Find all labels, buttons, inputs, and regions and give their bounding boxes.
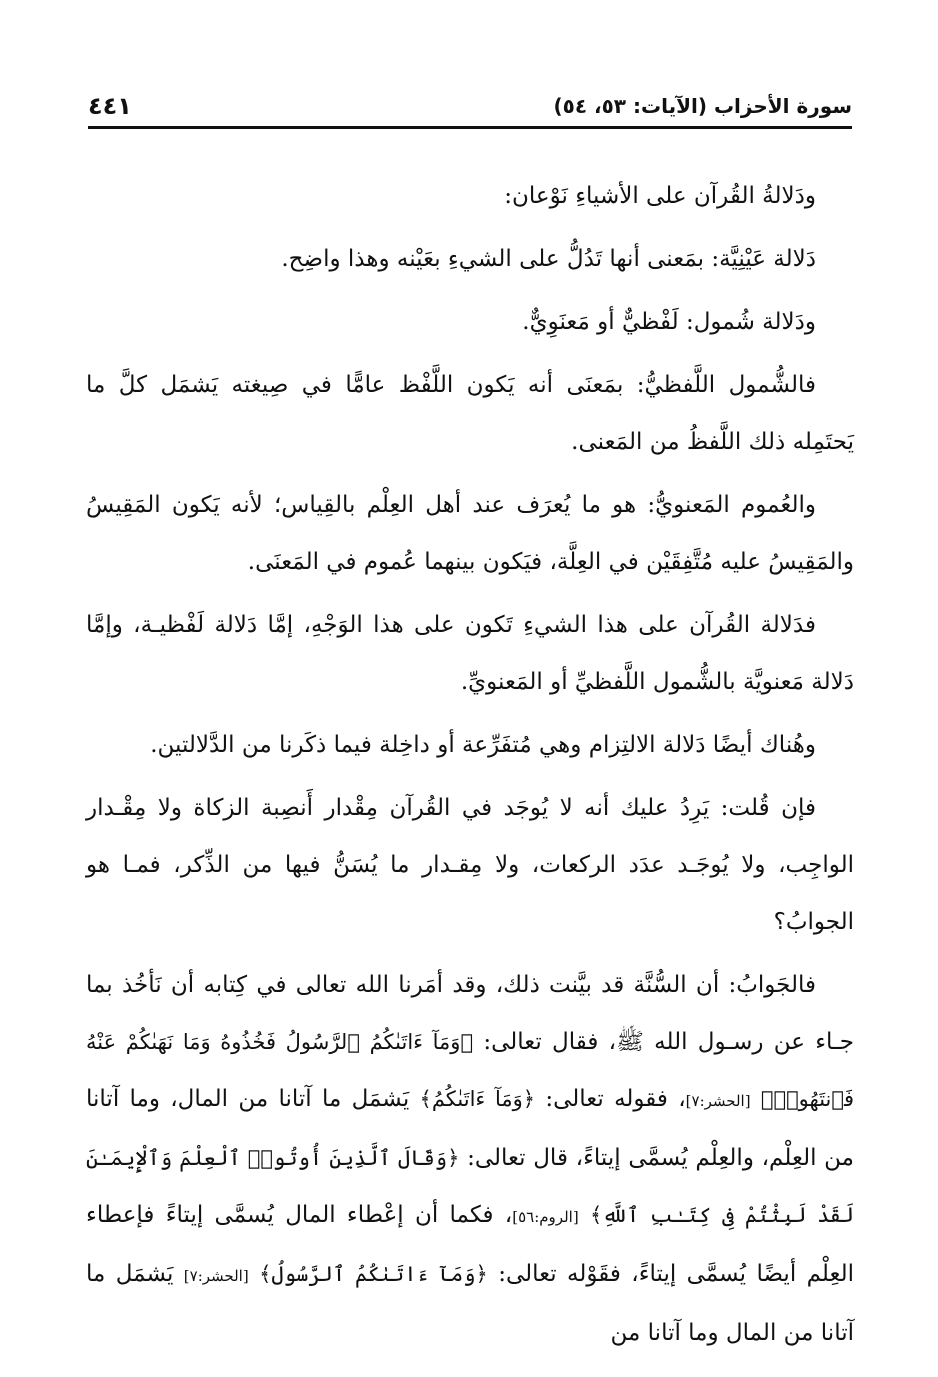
verse-reference: [الحشر:٧]: [183, 1267, 249, 1285]
paragraph-answer: [86, 957, 854, 1362]
header-rule: [88, 126, 852, 129]
paragraph: دَلالة عَيْنِيَّة: بمَعنى أنها تَدُلُّ على الشيءِ بعَيْنه وهذا واضِح.: [281, 246, 816, 272]
answer-text: يَشمَل ما آتانا من المال، وما آتانا من العِلْم، والعِلْم يُسمَّى إيتاءً، قال تعالى:: [86, 1086, 854, 1171]
paragraph: فإن قُلت: يَرِدُ عليك أنه لا يُوجَد في القُرآن مِقْدار أَنصِبة الزكاة ولا مِقْـدار الواجِب، ولا يُوجَـد عدَد الركعات، ولا مِقـدار ما يُسَنُّ فيها من الذِّكر، فمـا هو الجوابُ؟: [86, 795, 854, 935]
verse-reference: [الحشر:٧]: [685, 1092, 751, 1110]
page-header: [88, 92, 852, 128]
answer-text: فالجَوابُ: أن السُّنَّة قد بيَّنت ذلك، وقد أمَرنا الله تعالى في كِتابه أن نَأخُذ بما جـاء عن رسـول الله ﷺ، فقال تعالى:: [86, 972, 855, 1055]
verse-reference: [الروم:٥٦]: [512, 1208, 579, 1226]
paragraph: والعُموم المَعنويُّ: هو ما يُعرَف عند أهل العِلْم بالقِياس؛ لأنه يَكون المَقِيسُ والمَقِيسُ عليه مُتَّفِقَيْن في العِلَّة، فيَكون بينهما عُموم في المَعنَى.: [86, 492, 854, 575]
page-number: ٤٤١: [88, 92, 132, 120]
answer-text: يَشمَل ما آتانا من المال وما آتانا من: [86, 1261, 854, 1346]
paragraph: فالشُّمول اللَّفظيُّ: بمَعنَى أنه يَكون اللَّفْظ عامًّا في صِيغته يَشمَل كلَّ ما يَحتَمِله ذلك اللَّفظُ من المَعنى.: [86, 372, 854, 455]
paragraph: فدَلالة القُرآن على هذا الشيءِ تَكون على هذا الوَجْهِ، إمَّا دَلالة لَفْظيـة، وإمَّا دَلالة مَعنويَّة بالشُّمول اللَّفظيِّ أو المَعنويِّ.: [86, 612, 854, 695]
body-text: [86, 168, 855, 1346]
paragraph: وهُناك أيضًا دَلالة الالتِزام وهي مُتفَرِّعة أو داخِلة فيما ذكَرنا من الدَّلالتين.: [150, 732, 816, 758]
answer-text: ، فقوله تعالى:: [545, 1086, 686, 1112]
quran-verse: ﴿وَمَآ ءَاتَىٰكُمُ﴾: [419, 1087, 536, 1111]
paragraph: ودَلالةُ القُرآن على الأشياءِ نَوْعان:: [504, 183, 816, 209]
paragraph: ودَلالة شُمول: لَفْظيٌّ أو مَعنَوِيٌّ.: [522, 309, 816, 335]
header-title: سورة الأحزاب (الآيات: ٥٣، ٥٤): [553, 94, 852, 118]
quran-verse: ﴿وَمَآ ءَاتَىٰكُمُ ٱلرَّسُولُ﴾: [259, 1262, 488, 1286]
answer-text: ، فكما أن إعْطاء المال يُسمَّى إيتاءً فإعطاء العِلْم أيضًا يُسمَّى إيتاءً، فقَوْله تعالى:: [86, 1202, 855, 1287]
quran-verse: ﴿وَقَالَ ٱلَّذِينَ أُوتُوا۟ ٱلْعِلْمَ وَٱلْإِيمَـٰنَ لَقَدْ لَبِثْتُمْ فِى كِتَـٰبِ ٱللَّهِ﴾: [86, 1146, 855, 1227]
quran-verse: ﴿وَمَآ ءَاتَىٰكُمُ ٱلرَّسُولُ فَخُذُوهُ وَمَا نَهَىٰكُمْ عَنْهُ فَٱنتَهُوا۟﴾: [86, 1030, 855, 1111]
